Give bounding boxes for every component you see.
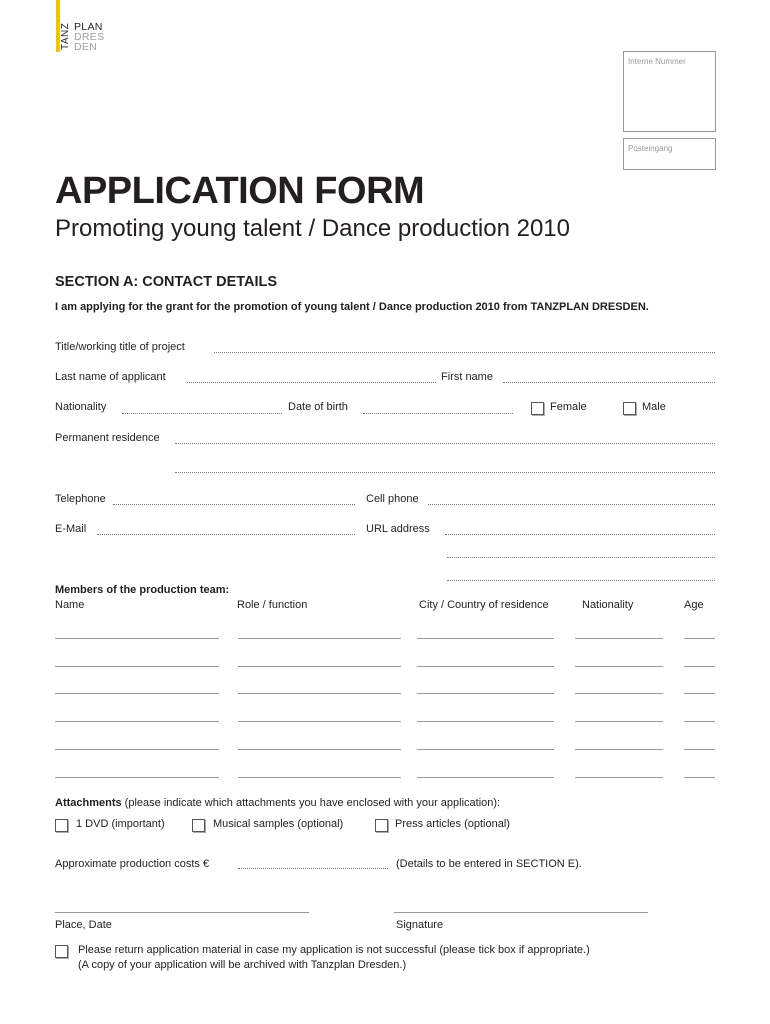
last-name-field[interactable] <box>187 382 436 383</box>
telephone-label: Telephone <box>55 493 106 505</box>
team-col-city: City / Country of residence <box>419 599 549 611</box>
nationality-field[interactable] <box>122 413 282 414</box>
female-label: Female <box>550 401 587 413</box>
attachments-heading: Attachments <box>55 797 122 809</box>
return-material-checkbox[interactable] <box>55 945 68 958</box>
team-row-4-role-field[interactable] <box>238 721 401 722</box>
team-row-1-nationality-field[interactable] <box>575 638 663 639</box>
team-col-name: Name <box>55 599 85 611</box>
team-row-1-age-field[interactable] <box>684 638 715 639</box>
costs-field[interactable] <box>238 868 388 869</box>
team-row-2-city-field[interactable] <box>417 666 554 667</box>
residence-label: Permanent residence <box>55 432 160 444</box>
page-title: APPLICATION FORM <box>55 170 425 212</box>
return-line-1: Please return application material in case my application is not successful (please tick box if appropriate.) <box>78 944 590 956</box>
team-row-3-age-field[interactable] <box>684 693 715 694</box>
team-row-6-city-field[interactable] <box>417 777 554 778</box>
team-row-4-name-field[interactable] <box>55 721 219 722</box>
first-name-label: First name <box>441 371 493 383</box>
project-title-field[interactable] <box>214 352 715 353</box>
costs-note: (Details to be entered in SECTION E). <box>396 858 582 870</box>
team-row-3-role-field[interactable] <box>238 693 401 694</box>
team-row-5-role-field[interactable] <box>238 749 401 750</box>
costs-label: Approximate production costs € <box>55 858 210 870</box>
intro-text: I am applying for the grant for the promotion of young talent / Dance production 2010 from TANZPLAN DRESDEN. <box>55 301 649 313</box>
team-row-2-age-field[interactable] <box>684 666 715 667</box>
team-row-6-nationality-field[interactable] <box>575 777 663 778</box>
url-field-2[interactable] <box>447 557 715 558</box>
attachments-hint: (please indicate which attachments you have enclosed with your application): <box>121 797 501 809</box>
residence-field-2[interactable] <box>175 472 715 473</box>
team-row-4-nationality-field[interactable] <box>575 721 663 722</box>
signature-field[interactable] <box>394 912 648 913</box>
page-subtitle: Promoting young talent / Dance production 2010 <box>55 215 571 242</box>
attachment-press-label: Press articles (optional) <box>395 818 510 830</box>
first-name-field[interactable] <box>503 382 715 383</box>
logo-line-2: DRES <box>74 31 105 43</box>
attachment-dvd-label: 1 DVD (important) <box>76 818 165 830</box>
nationality-label: Nationality <box>55 401 107 413</box>
team-row-2-nationality-field[interactable] <box>575 666 663 667</box>
email-field[interactable] <box>97 534 355 535</box>
team-col-role: Role / function <box>237 599 308 611</box>
female-checkbox[interactable] <box>531 402 544 415</box>
attachment-music-checkbox[interactable] <box>192 819 205 832</box>
residence-field-1[interactable] <box>175 443 715 444</box>
team-heading: Members of the production team: <box>55 584 230 596</box>
team-row-3-city-field[interactable] <box>417 693 554 694</box>
attachment-press-checkbox[interactable] <box>375 819 388 832</box>
team-row-4-age-field[interactable] <box>684 721 715 722</box>
return-line-2: (A copy of your application will be archived with Tanzplan Dresden.) <box>78 959 407 971</box>
email-label: E-Mail <box>55 523 87 535</box>
url-label: URL address <box>366 523 430 535</box>
team-row-6-name-field[interactable] <box>55 777 219 778</box>
team-row-6-role-field[interactable] <box>238 777 401 778</box>
team-row-3-nationality-field[interactable] <box>575 693 663 694</box>
team-row-1-city-field[interactable] <box>417 638 554 639</box>
team-row-5-city-field[interactable] <box>417 749 554 750</box>
attachment-music-label: Musical samples (optional) <box>213 818 344 830</box>
received-label: Posteingang <box>628 144 673 153</box>
team-row-1-name-field[interactable] <box>55 638 219 639</box>
internal-number-label: Interne Nummer <box>628 57 686 66</box>
url-field-1[interactable] <box>445 534 715 535</box>
team-row-2-name-field[interactable] <box>55 666 219 667</box>
signature-label: Signature <box>396 919 444 931</box>
logo-vertical-text: TANZ <box>60 22 71 50</box>
logo-line-3: DEN <box>74 41 98 53</box>
team-col-nationality: Nationality <box>582 599 634 611</box>
last-name-label: Last name of applicant <box>55 371 166 383</box>
logo-line-1: PLAN <box>74 21 103 33</box>
telephone-field[interactable] <box>113 504 355 505</box>
male-checkbox[interactable] <box>623 402 636 415</box>
place-date-label: Place, Date <box>55 919 112 931</box>
team-row-5-name-field[interactable] <box>55 749 219 750</box>
logo <box>74 22 104 52</box>
team-row-3-name-field[interactable] <box>55 693 219 694</box>
cell-phone-field[interactable] <box>428 504 715 505</box>
cell-phone-label: Cell phone <box>366 493 419 505</box>
internal-number-box[interactable] <box>623 51 716 132</box>
date-of-birth-label: Date of birth <box>288 401 348 413</box>
place-date-field[interactable] <box>55 912 309 913</box>
section-a-heading: SECTION A: CONTACT DETAILS <box>55 274 278 290</box>
project-title-label: Title/working title of project <box>55 341 185 353</box>
team-row-6-age-field[interactable] <box>684 777 715 778</box>
team-row-1-role-field[interactable] <box>238 638 401 639</box>
team-row-5-age-field[interactable] <box>684 749 715 750</box>
attachment-dvd-checkbox[interactable] <box>55 819 68 832</box>
url-field-3[interactable] <box>447 580 715 581</box>
team-row-2-role-field[interactable] <box>238 666 401 667</box>
attachments-text <box>55 797 500 809</box>
received-box[interactable] <box>623 138 716 170</box>
male-label: Male <box>642 401 666 413</box>
team-row-4-city-field[interactable] <box>417 721 554 722</box>
date-of-birth-field[interactable] <box>363 413 513 414</box>
team-col-age: Age <box>684 599 704 611</box>
team-row-5-nationality-field[interactable] <box>575 749 663 750</box>
